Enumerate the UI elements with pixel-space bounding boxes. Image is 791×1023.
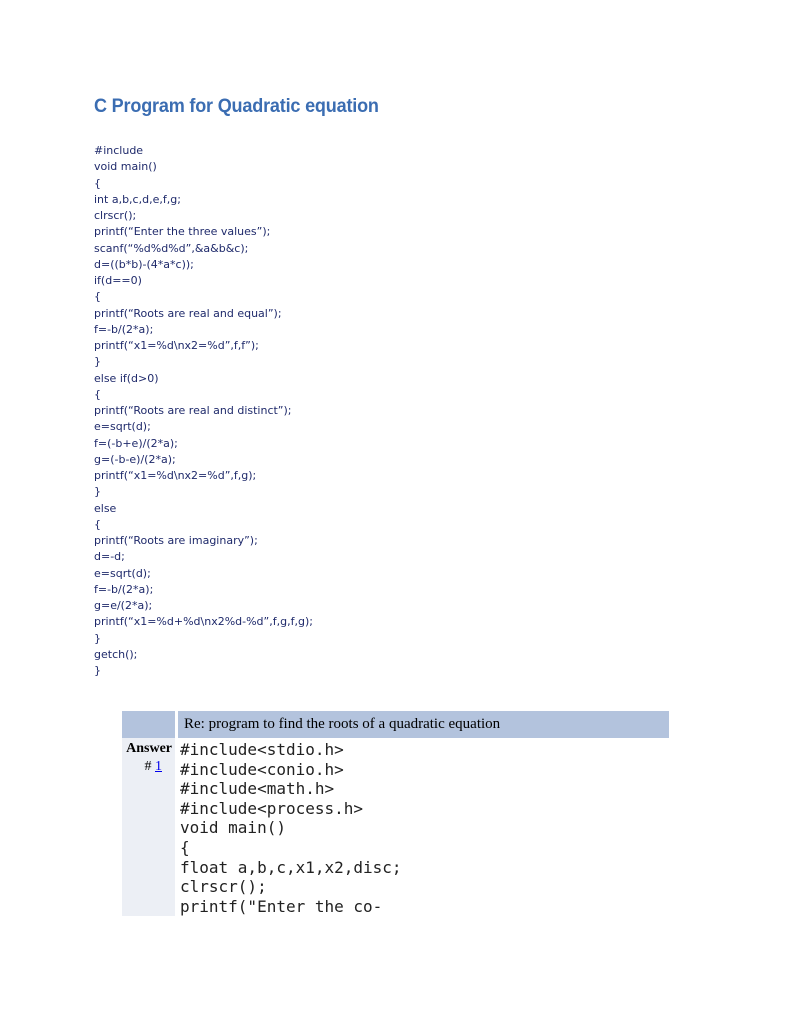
code-line: clrscr(); xyxy=(94,209,137,222)
answer-number-prefix: # xyxy=(144,759,152,774)
code-line: printf(“Roots are real and equal”); xyxy=(94,306,282,320)
code-line: printf(“x1=%d\nx2=%d”,f,f”); xyxy=(94,339,259,352)
answer-number xyxy=(122,758,172,776)
page-title: C Program for Quadratic equation xyxy=(94,96,379,117)
answer-code-line: #include<conio.h> xyxy=(180,759,344,779)
code-line: g=(-b-e)/(2*a); xyxy=(94,452,176,466)
code-line: printf(“Enter the three values”); xyxy=(94,225,271,239)
code-line: printf(“Roots are real and distinct”); xyxy=(94,404,292,417)
code-line: { xyxy=(94,517,101,531)
answer-code-line: float a,b,c,x1,x2,disc; xyxy=(180,857,402,877)
answer-code-line: { xyxy=(180,837,190,857)
code-line: f=-b/(2*a); xyxy=(94,322,154,336)
code-line: { xyxy=(94,176,101,190)
answer-header-title: Re: program to find the roots of a quadratic equation xyxy=(177,711,670,738)
answer-number-link[interactable]: 1 xyxy=(155,759,162,774)
code-line: e=sqrt(d); xyxy=(94,420,151,434)
code-line: if(d==0) xyxy=(94,274,142,287)
code-line: printf(“Roots are imaginary”); xyxy=(94,534,258,547)
code-line: f=(-b+e)/(2*a); xyxy=(94,436,178,450)
answer-table xyxy=(122,711,669,916)
code-line: printf(“x1=%d+%d\nx2%d-%d”,f,g,f,g); xyxy=(94,615,313,629)
code-line: g=e/(2*a); xyxy=(94,599,153,612)
answer-label-cell xyxy=(122,738,177,916)
code-line: e=sqrt(d); xyxy=(94,566,151,580)
answer-body-row xyxy=(122,738,669,916)
answer-code-line: clrscr(); xyxy=(180,877,267,897)
code-line: } xyxy=(94,631,101,645)
code-line: } xyxy=(94,355,101,369)
code-line: { xyxy=(94,290,101,304)
code-line: } xyxy=(94,664,101,677)
code-line: #include xyxy=(94,144,144,157)
answer-code-line: #include<stdio.h> xyxy=(180,740,344,759)
code-line: d=((b*b)-(4*a*c)); xyxy=(94,257,194,271)
answer-code-line: #include<math.h> xyxy=(180,779,335,799)
code-line: else if(d>0) xyxy=(94,371,159,385)
answer-header-row xyxy=(122,711,669,738)
answer-code-line: printf("Enter the co- xyxy=(180,896,383,916)
answer-header-spacer xyxy=(122,711,177,738)
code-line: printf(“x1=%d\nx2=%d”,f,g); xyxy=(94,469,257,482)
code-line: { xyxy=(94,387,101,401)
answer-code-line: void main() xyxy=(180,818,286,838)
code-line: d=-d; xyxy=(94,550,125,564)
code-line: f=-b/(2*a); xyxy=(94,582,154,596)
code-listing xyxy=(94,143,313,679)
code-line: else xyxy=(94,501,117,515)
code-line: int a,b,c,d,e,f,g; xyxy=(94,192,181,206)
code-line: getch(); xyxy=(94,647,138,661)
answer-label: Answer xyxy=(126,741,172,756)
code-line: void main() xyxy=(94,160,157,174)
answer-code-line: #include<process.h> xyxy=(180,798,364,818)
code-line: scanf(“%d%d%d”,&a&b&c); xyxy=(94,241,249,255)
code-line: } xyxy=(94,485,101,499)
answer-code-cell xyxy=(177,738,670,916)
